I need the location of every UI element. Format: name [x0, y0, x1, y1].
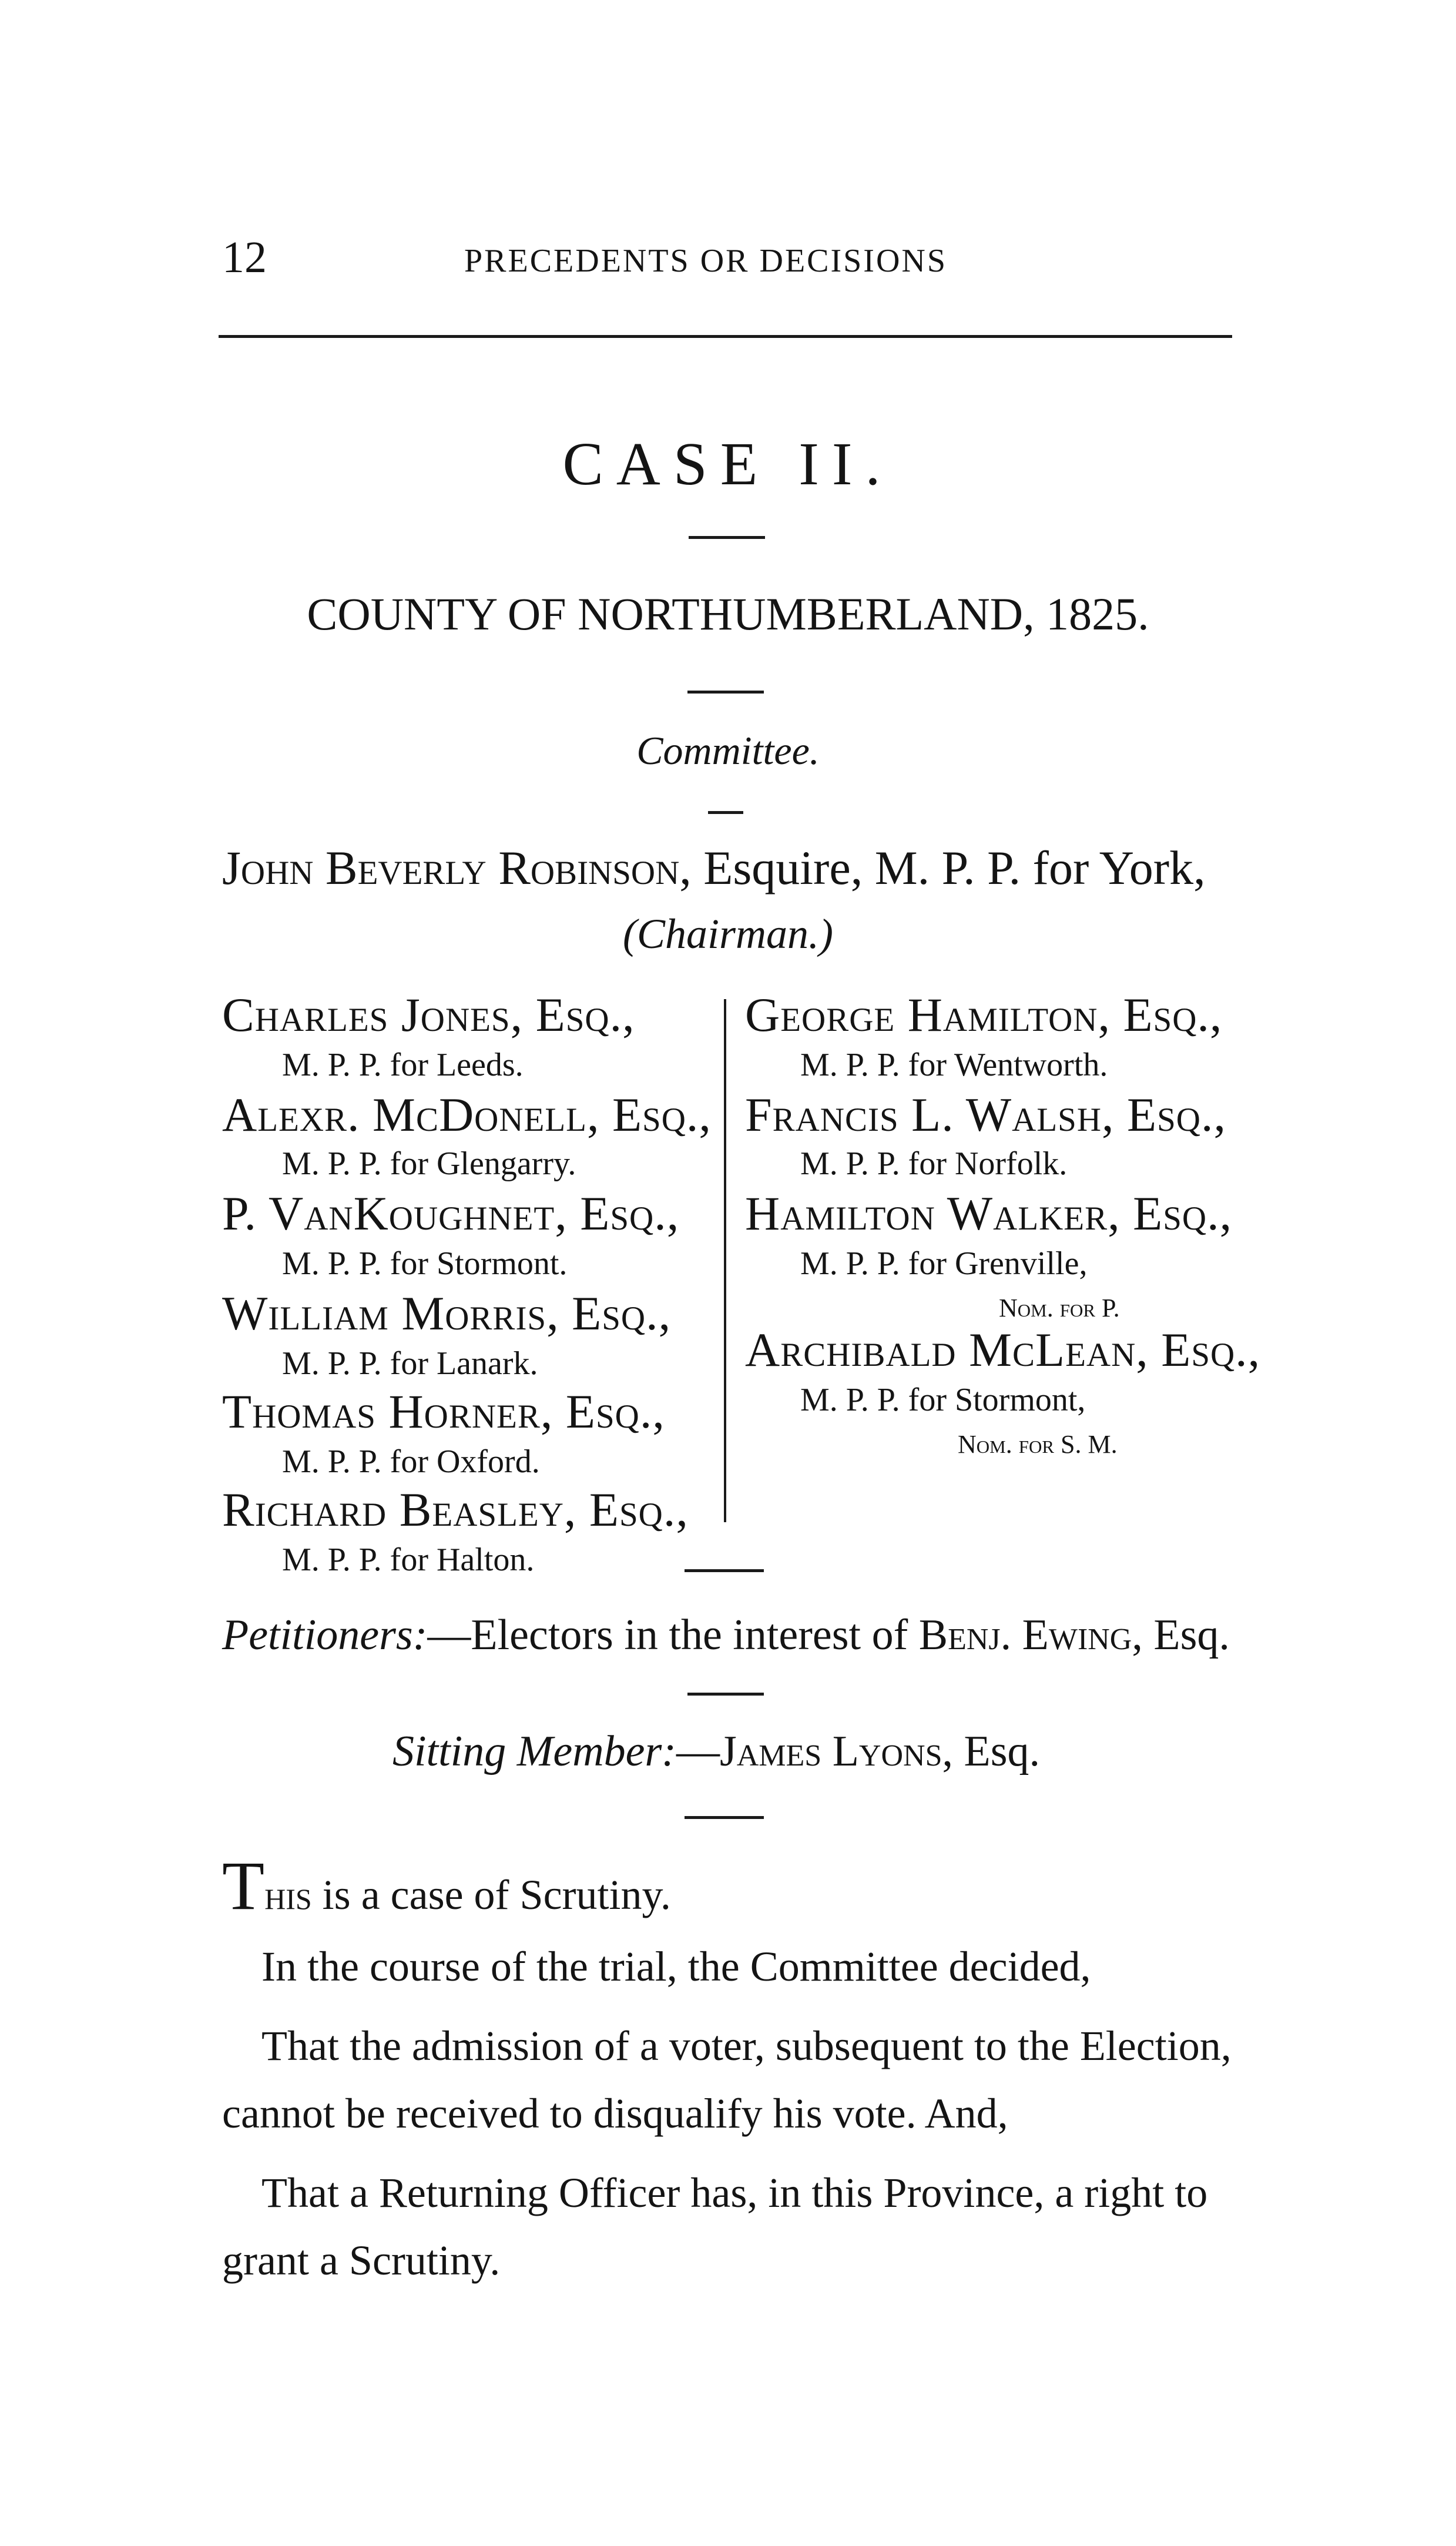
divider-2 [687, 691, 764, 694]
running-title: PRECEDENTS OR DECISIONS [464, 243, 947, 279]
member-name: P. VanKoughnet, Esq., [222, 1187, 680, 1240]
member-name: Charles Jones, Esq., [222, 988, 635, 1041]
petitioners-label: Petitioners: [222, 1611, 428, 1659]
county-heading: COUNTY OF NORTHUMBERLAND, 1825. [307, 588, 1149, 639]
divider-1 [689, 536, 765, 539]
member-name: Hamilton Walker, Esq., [745, 1187, 1233, 1240]
sitting-member-suffix: Esq. [953, 1727, 1041, 1776]
member-detail: M. P. P. for Grenville, [800, 1245, 1088, 1282]
para-4-line-1: That a Returning Officer has, in this Province, a right to [261, 2169, 1208, 2216]
para-2: In the course of the trial, the Committee decided, [261, 1943, 1091, 1990]
member-detail: M. P. P. for Halton. [282, 1542, 535, 1578]
sitting-member-line [392, 1727, 1040, 1777]
para-1-rest: is a case of Scrutiny. [311, 1871, 671, 1918]
member-detail: M. P. P. for Stormont, [800, 1382, 1086, 1418]
para-4-line-2: grant a Scrutiny. [222, 2237, 501, 2284]
member-detail: M. P. P. for Norfolk. [800, 1145, 1068, 1182]
member-detail: M. P. P. for Stormont. [282, 1245, 568, 1282]
committee-heading: Committee. [636, 728, 820, 773]
chairman-role: (Chairman.) [623, 910, 833, 957]
member-name: William Morris, Esq., [222, 1287, 672, 1340]
petitioners-text: —Electors in the interest of [427, 1611, 919, 1659]
divider-3 [708, 811, 743, 814]
petitioners-suffix: Esq. [1142, 1611, 1230, 1659]
para-3-line-2: cannot be received to disqualify his vote. And, [222, 2090, 1008, 2137]
column-divider [724, 999, 726, 1522]
petitioners-line [222, 1610, 1230, 1660]
header-rule [219, 335, 1232, 338]
chairman-desc: Esquire, M. P. P. for York, [703, 841, 1206, 895]
member-detail: M. P. P. for Leeds. [282, 1047, 524, 1083]
member-detail: M. P. P. for Lanark. [282, 1345, 538, 1382]
member-detail: M. P. P. for Glengarry. [282, 1145, 576, 1182]
member-detail: M. P. P. for Wentworth. [800, 1047, 1108, 1083]
divider-4 [685, 1569, 764, 1572]
divider-5 [687, 1693, 764, 1696]
para-1-small-caps: his [264, 1871, 312, 1918]
para-1 [222, 1847, 671, 1924]
sitting-member-name: James Lyons, [719, 1727, 954, 1776]
member-name: Thomas Horner, Esq., [222, 1385, 665, 1438]
member-nomination: Nom. for P. [999, 1294, 1120, 1322]
member-nomination: Nom. for S. M. [958, 1430, 1118, 1459]
case-title: CASE II. [562, 430, 894, 498]
petitioners-name: Benj. Ewing, [918, 1611, 1143, 1659]
chairman-name: John Beverly Robinson, [222, 841, 692, 895]
member-name: Francis L. Walsh, Esq., [745, 1088, 1226, 1141]
member-name: Archibald McLean, Esq., [745, 1323, 1261, 1376]
member-name: Richard Beasley, Esq., [222, 1483, 689, 1536]
page-number: 12 [222, 233, 267, 282]
member-name: Alexr. McDonell, Esq., [222, 1088, 712, 1141]
drop-cap: T [222, 1847, 265, 1924]
chairman-line [222, 840, 1206, 896]
member-name: George Hamilton, Esq., [745, 988, 1223, 1041]
sitting-member-dash: — [676, 1727, 720, 1776]
sitting-member-label: Sitting Member: [392, 1727, 676, 1776]
divider-6 [685, 1816, 764, 1819]
para-3-line-1: That the admission of a voter, subsequent to the Election, [261, 2022, 1232, 2069]
member-detail: M. P. P. for Oxford. [282, 1443, 540, 1480]
